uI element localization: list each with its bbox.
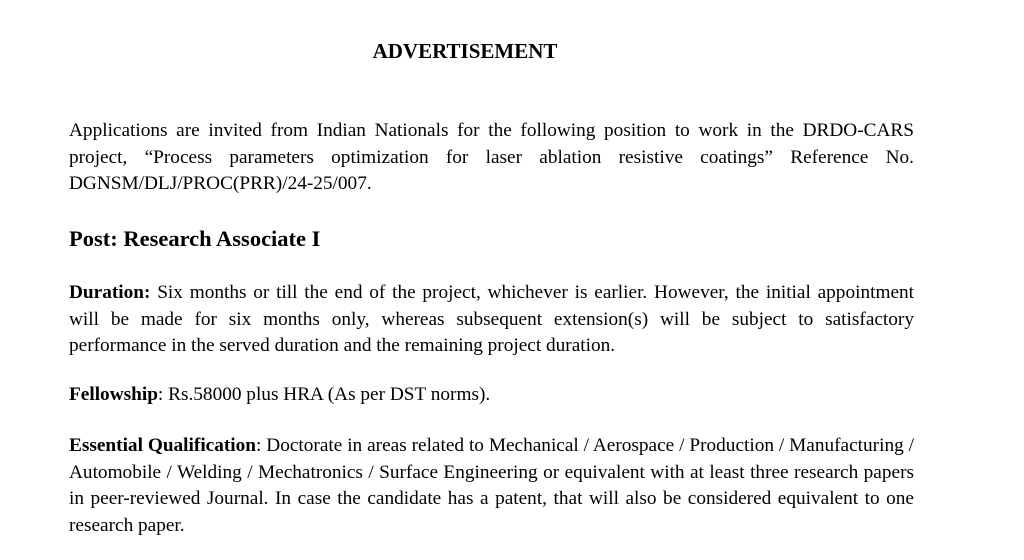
qualification-label: Essential Qualification <box>69 435 257 456</box>
duration-paragraph <box>69 280 914 360</box>
fellowship-paragraph <box>69 382 914 409</box>
duration-label: Duration: <box>69 282 151 303</box>
intro-paragraph: Applications are invited from Indian Nationals for the following position to work in the DRDO-CARS project, “Process parameters optimization for laser ablation resistive coatings” Reference No. DGNSM/DLJ/PROC(PRR)/24-25/007. <box>69 120 914 194</box>
duration-text: Six months or till the end of the project, whichever is earlier. However, the initial appointment will be made for six months only, whereas subsequent extension(s) will be subject to satisfactory performance in the served duration and the remaining project duration. <box>69 282 914 356</box>
post-heading: Post: Research Associate I <box>69 226 321 251</box>
qualification-paragraph <box>69 433 914 539</box>
fellowship-label: Fellowship <box>69 384 158 405</box>
document-title: ADVERTISEMENT <box>372 39 558 63</box>
fellowship-text: : Rs.58000 plus HRA (As per DST norms). <box>157 384 491 405</box>
qualification-text: : Doctorate in areas related to Mechanical / Aerospace / Production / Manufacturing / Automobile / Welding / Mechatronics / Surface Engineering or equivalent with at least three research papers in peer-reviewed Journal. In case the candidate has a patent, that will also be considered equivalent to one research paper. <box>69 435 914 536</box>
